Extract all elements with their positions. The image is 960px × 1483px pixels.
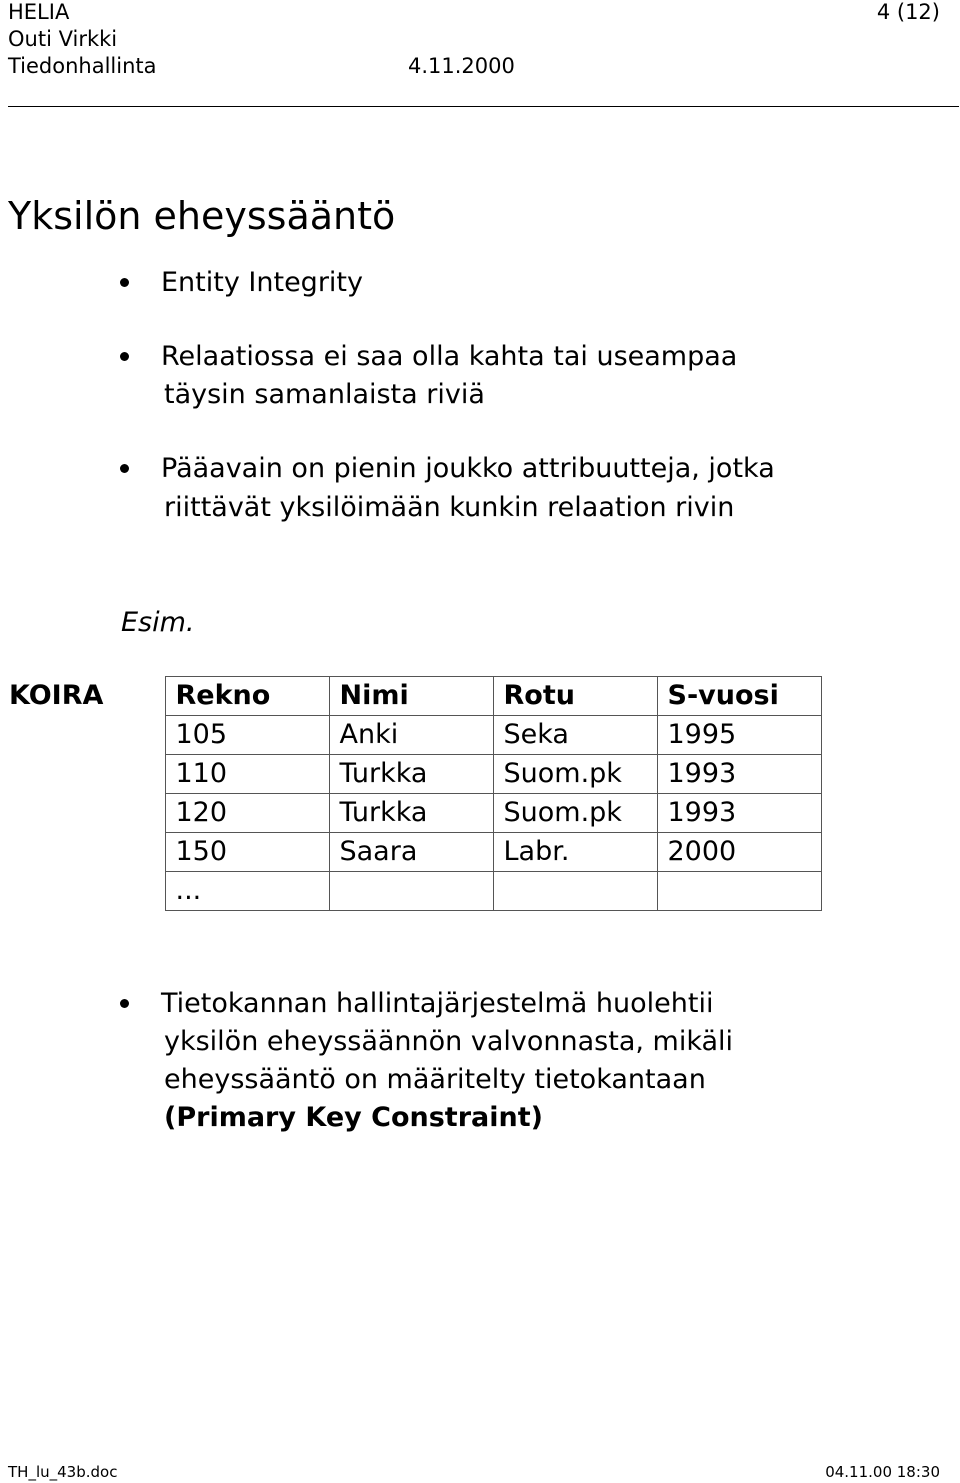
table-cell: Suom.pk [493, 794, 657, 833]
table-cell: Saara [329, 833, 493, 872]
table-cell: 120 [165, 794, 329, 833]
bullet-3-line-2: riittävät yksilöimään kunkin relaation rivin [164, 492, 735, 523]
table-cell [657, 872, 821, 911]
bullet-2-line-1: Relaatiossa ei saa olla kahta tai useampaa [161, 341, 738, 372]
example-label: Esim. [121, 607, 195, 638]
bullet-2-line-2: täysin samanlaista riviä [164, 379, 485, 410]
footer-timestamp: 04.11.00 18:30 [825, 1463, 940, 1481]
final-bullet-line-3: eheyssääntö on määritelty tietokantaan [164, 1064, 706, 1095]
table-cell: Suom.pk [493, 755, 657, 794]
table-row [0, 833, 821, 872]
bullet-3-line-1: Pääavain on pienin joukko attribuutteja, jotka [161, 453, 775, 484]
bullet-icon [120, 464, 129, 473]
column-header: Rotu [493, 677, 657, 716]
relation-table [0, 676, 822, 911]
header-org: HELIA [8, 0, 70, 24]
table-cell: 1993 [657, 755, 821, 794]
header-course: Tiedonhallinta [8, 54, 157, 78]
header-author: Outi Virkki [8, 27, 118, 51]
table-cell: 2000 [657, 833, 821, 872]
table-cell [493, 872, 657, 911]
relation-name: KOIRA [9, 680, 104, 711]
table-cell: 150 [165, 833, 329, 872]
table-cell: 1993 [657, 794, 821, 833]
header-divider [8, 106, 959, 107]
bullet-1-line-1: Entity Integrity [161, 267, 363, 298]
final-bullet-bold-line: (Primary Key Constraint) [164, 1102, 543, 1133]
table-cell: 1995 [657, 716, 821, 755]
bullet-icon [120, 999, 129, 1008]
column-header: S-vuosi [657, 677, 821, 716]
bullet-icon [120, 278, 129, 287]
table-row [0, 794, 821, 833]
table-header-row [0, 677, 821, 716]
column-header: Nimi [329, 677, 493, 716]
bullet-icon [120, 352, 129, 361]
table-cell: Turkka [329, 755, 493, 794]
header-date: 4.11.2000 [408, 54, 515, 78]
table-row [0, 716, 821, 755]
table-cell: Anki [329, 716, 493, 755]
footer-filename: TH_lu_43b.doc [8, 1463, 118, 1481]
table-cell: 110 [165, 755, 329, 794]
table-row [0, 755, 821, 794]
table-cell: Turkka [329, 794, 493, 833]
table-cell: Seka [493, 716, 657, 755]
final-bullet-line-2: yksilön eheyssäännön valvonnasta, mikäli [164, 1026, 734, 1057]
column-header: Rekno [165, 677, 329, 716]
final-bullet-line-1: Tietokannan hallintajärjestelmä huolehtii [161, 988, 714, 1019]
table-cell: Labr. [493, 833, 657, 872]
table-cell: 105 [165, 716, 329, 755]
table-cell [329, 872, 493, 911]
table-row [0, 872, 821, 911]
table-cell: ... [165, 872, 329, 911]
page-title: Yksilön eheyssääntö [8, 194, 396, 238]
header-page-number: 4 (12) [876, 0, 940, 24]
